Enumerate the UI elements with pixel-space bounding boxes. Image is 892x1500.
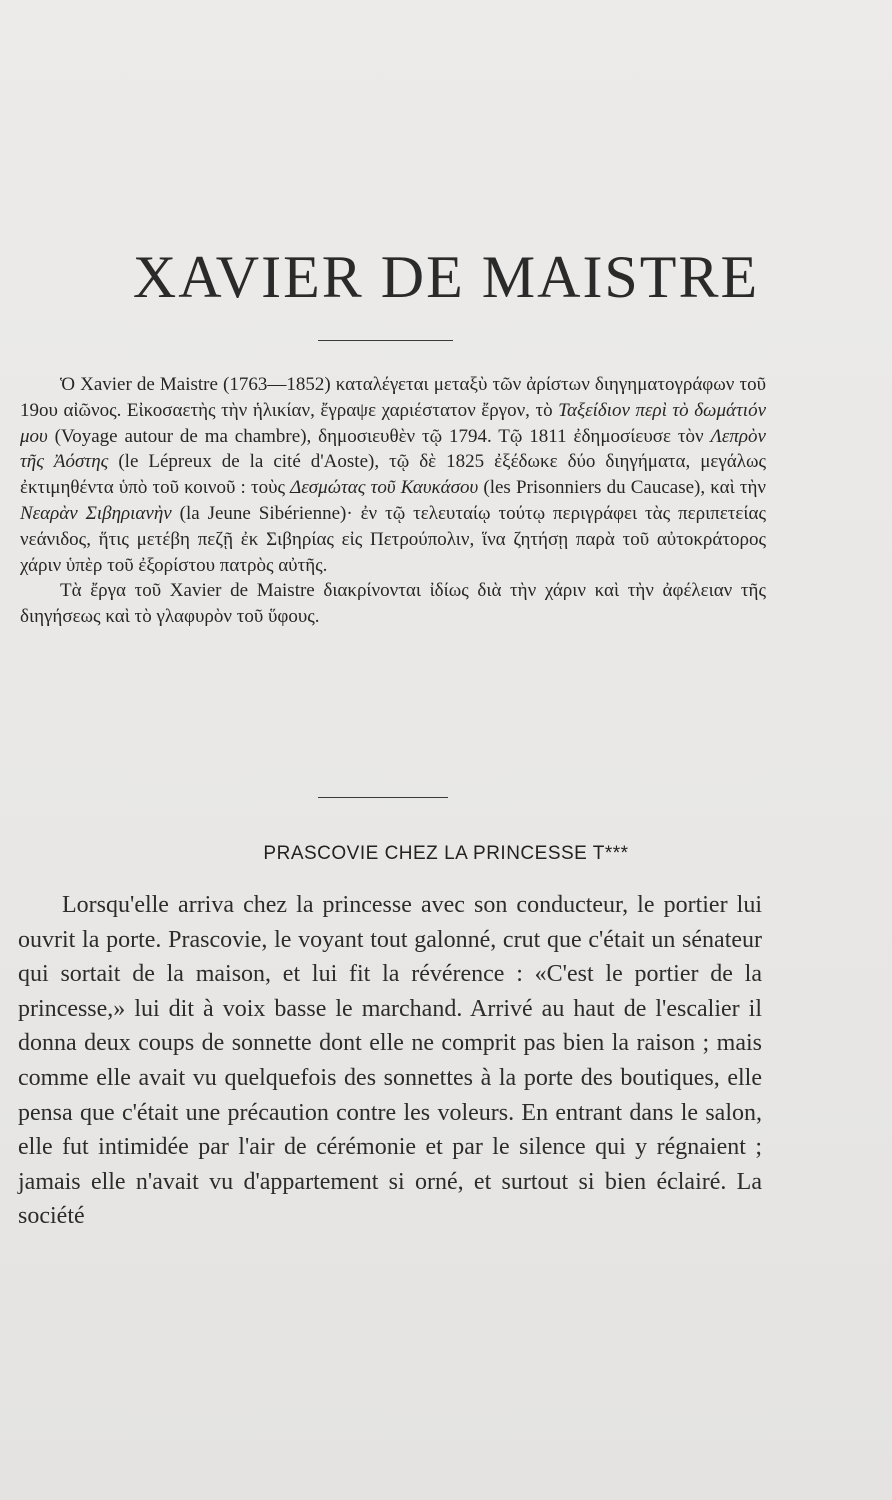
intro-text-c: (Voyage autour de ma chambre), δημοσιευθὲν τῷ 1794. Τῷ 1811 ἐδημοσίευσε τὸν xyxy=(47,425,711,447)
work-title-prisonniers: Δεσμώτας τοῦ Καυκάσου xyxy=(290,477,479,499)
title-divider xyxy=(318,340,453,341)
section-divider xyxy=(318,797,448,798)
body-paragraph: Lorsqu'elle arriva chez la princesse avec son conducteur, le portier lui ouvrit la porte. Prascovie, le voyant tout galonné, crut que c'était un sénateur qui sortait de la maison, et lui fit la révérence : «C'est le portier de la princesse,» lui dit à voix basse le marchand. Arrivé au haut de l'escalier il donna deux coups de sonnette dont elle ne comprit pas bien la raison ; mais comme elle avait vu quelquefois des sonnettes à la porte des boutiques, elle pensa que c'était une précaution contre les voleurs. En entrant dans le salon, elle fut intimidée par l'air de cérémonie et par le silence qui y régnaient ; jamais elle n'avait vu d'appartement si orné, et surtout si bien éclairé. La société xyxy=(18,892,762,1230)
intro-text-a: Ὁ Xavier de Maistre (1763—1852) καταλέγεται μεταξὺ τῶν ἀρίστων διηγηματογράφων τοῦ 19ου αἰῶνος. Εἰκοσαετὴς τὴν ἡλικίαν, ἔγραψε χαριέστατον ἔργον, τὸ xyxy=(20,374,766,421)
work-title-lepreux: Λεπρὸν τῆς Ἀόστης xyxy=(20,425,766,473)
section-title: PRASCOVIE CHEZ LA PRINCESSE T*** xyxy=(263,843,629,864)
intro-paragraph xyxy=(20,372,766,578)
work-title-voyage: Ταξείδιον περὶ τὸ δωμάτιόν μου xyxy=(20,399,766,447)
intro-text-e: (le Lépreux de la cité d'Aoste), τῷ δὲ 1825 ἐξέδωκε δύο διηγήματα, μεγάλως ἐκτιμηθέντα ὑπὸ τοῦ κοινοῦ : τοὺς xyxy=(20,451,766,499)
work-title-siberienne: Νεαρὰν Σιβηριανὴν xyxy=(20,502,172,524)
intro-text-g: (les Prisonniers du Caucase), καὶ τὴν xyxy=(478,477,767,499)
intro-paragraph-2: Τὰ ἔργα τοῦ Xavier de Maistre διακρίνονται ἰδίως διὰ τὴν χάριν καὶ τὴν ἀφέλειαν τῆς διηγήσεως καὶ τὸ γλαφυρὸν τοῦ ὕφους. xyxy=(20,580,766,628)
intro-block xyxy=(20,372,766,630)
intro-text-i: (la Jeune Sibérienne)· ἐν τῷ τελευταίῳ τούτῳ περιγράφει τὰς περιπετείας νεάνιδος, ἥτις μετέβη πεζῇ ἐκ Σιβηρίας εἰς Πετρούπολιν, ἵνα ζητήσῃ παρὰ τοῦ αὐτοκράτορος χάριν ὑπὲρ τοῦ ἐξορίστου πατρὸς αὐτῆς. xyxy=(20,502,767,576)
page-title: XAVIER DE MAISTRE xyxy=(132,244,760,310)
